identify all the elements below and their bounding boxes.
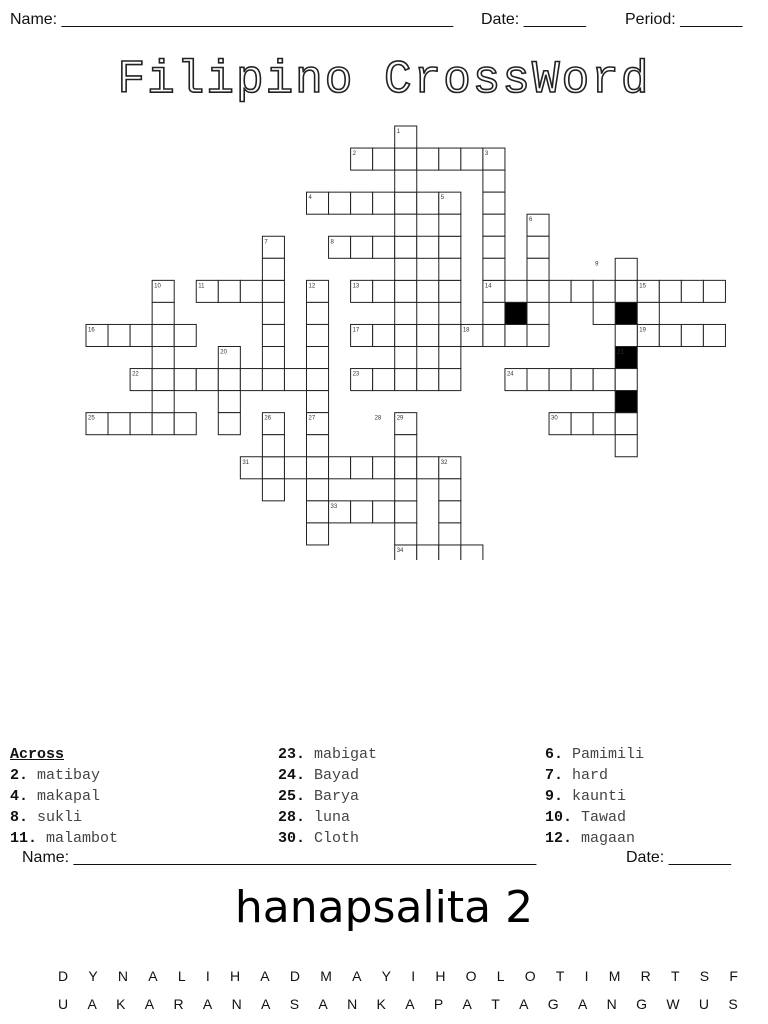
wordsearch-letter[interactable]: U [698,996,709,1012]
crossword-cell[interactable] [593,369,615,391]
crossword-cell[interactable] [549,280,571,302]
crossword-cell[interactable] [196,369,218,391]
wordsearch-letter[interactable]: T [491,996,500,1012]
crossword-cell[interactable] [439,501,461,523]
crossword-cell[interactable] [483,302,505,324]
clue-number: 31 [242,459,250,466]
name-line: ____________________________________________ [61,11,454,28]
clue-number: 3 [484,151,489,158]
crossword-cell[interactable] [152,347,174,369]
crossword-cell[interactable] [152,413,174,435]
crossword-cell[interactable] [373,148,395,170]
crossword-cell[interactable] [307,324,329,346]
wordsearch-letter[interactable]: F [729,968,738,984]
wordsearch-letter[interactable]: R [173,996,184,1012]
crossword-cell[interactable] [439,523,461,545]
clue-number: 27 [308,415,316,422]
crossword-cell[interactable] [417,192,439,214]
crossword-cell[interactable] [527,324,549,346]
wordsearch-letter[interactable]: N [606,996,617,1012]
clue-column-3 [545,744,644,849]
crossword-cell[interactable] [615,324,637,346]
crossword-cell[interactable] [262,324,284,346]
crossword-cell[interactable] [483,324,505,346]
crossword-cell[interactable] [307,369,329,391]
clue-number: 20 [220,349,227,356]
crossword-cell[interactable] [351,236,373,258]
wordsearch-letter[interactable]: A [577,996,588,1012]
crossword-cell[interactable] [417,324,439,346]
crossword-cell[interactable] [593,302,615,324]
crossword-cell[interactable] [174,369,196,391]
crossword-cell[interactable] [659,324,681,346]
crossword-cell[interactable] [329,192,351,214]
crossword-block-cell [505,302,527,324]
crossword-cell[interactable] [284,369,306,391]
clue-number: 8 [330,239,334,246]
crossword-cell[interactable] [395,148,417,170]
clue-item: 9. kaunti [545,788,627,805]
crossword-cell[interactable] [174,413,196,435]
wordsearch-letter[interactable]: A [261,996,271,1012]
crossword-cell[interactable] [439,258,461,280]
clue-item: 12. magaan [545,830,636,847]
crossword-cell[interactable] [373,369,395,391]
crossword-cell[interactable] [527,236,549,258]
clue-number: 15 [639,283,646,290]
crossword-cell[interactable] [395,457,417,479]
crossword-cell[interactable] [395,302,417,324]
crossword-cell[interactable] [395,280,417,302]
crossword-cell[interactable] [395,170,417,192]
wordsearch-letter[interactable]: I [411,968,416,984]
wordsearch-letter[interactable]: A [519,996,529,1012]
crossword-cell[interactable] [395,214,417,236]
crossword-cell[interactable] [461,148,483,170]
crossword-cell[interactable] [439,148,461,170]
crossword-cell[interactable] [527,258,549,280]
wordsearch-letter[interactable]: I [205,968,210,984]
crossword-cell[interactable] [395,258,417,280]
clue-column-2 [278,744,377,849]
crossword-cell[interactable] [307,523,329,545]
crossword-cell[interactable] [593,280,615,302]
footer-date-line: _______ [668,849,731,866]
date-label: Date: [481,11,520,28]
wordsearch-row-1 [58,968,738,984]
clue-number: 29 [396,415,404,422]
crossword-cell[interactable] [417,280,439,302]
crossword-cell[interactable] [483,170,505,192]
crossword-cell[interactable] [439,236,461,258]
clue-item: 6. Pamimili [545,746,645,763]
crossword-cell[interactable] [571,369,593,391]
crossword-cell[interactable] [571,280,593,302]
wordsearch-letter[interactable]: N [117,968,129,984]
wordsearch-letter[interactable]: A [148,968,158,984]
crossword-cell[interactable] [262,302,284,324]
crossword-cell[interactable] [417,545,439,560]
crossword-cell[interactable] [681,280,703,302]
clue-number: 24 [506,371,514,378]
wordsearch-row-2 [58,996,738,1012]
clue-number: 30 [551,415,558,422]
crossword-cell[interactable] [439,347,461,369]
clue-item: 4. makapal [10,788,101,805]
crossword-cell[interactable] [262,347,284,369]
clue-item: 25. Barya [278,788,360,805]
wordsearch-letter[interactable]: O [524,968,536,984]
crossword-cell[interactable] [218,280,240,302]
across-heading: Across [10,746,65,763]
crossword-cell[interactable] [307,347,329,369]
crossword-cell[interactable] [329,457,351,479]
crossword-cell[interactable] [307,501,329,523]
crossword-cell[interactable] [262,435,284,457]
clue-item: 28. luna [278,809,351,826]
crossword-cell[interactable] [395,347,417,369]
wordsearch-title: hanapsalita 2 [234,882,534,933]
crossword-cell[interactable] [395,435,417,457]
crossword-cell[interactable] [262,479,284,501]
wordsearch-letter[interactable]: A [352,968,362,984]
crossword-block-cell [615,302,637,324]
crossword-cell[interactable] [395,523,417,545]
crossword-cell[interactable] [152,324,174,346]
crossword-cell[interactable] [505,280,527,302]
wordsearch-letter[interactable]: H [435,968,446,984]
crossword-cell[interactable] [373,324,395,346]
wordsearch-letter[interactable]: H [229,968,241,984]
wordsearch-letter[interactable]: A [202,996,213,1012]
crossword-cell[interactable] [615,258,637,280]
clue-number: 5 [440,195,445,202]
clue-number: 33 [330,503,338,510]
crossword-cell[interactable] [703,324,725,346]
date-line: _______ [523,11,586,28]
crossword-cell[interactable] [439,302,461,324]
crossword-cell[interactable] [615,435,637,457]
wordsearch-letter[interactable]: T [555,968,565,984]
crossword-cell[interactable] [615,280,637,302]
wordsearch-letter[interactable]: A [318,996,328,1012]
wordsearch-letter[interactable]: L [177,968,186,984]
clue-column-1 [10,744,118,849]
crossword-cell[interactable] [703,280,725,302]
crossword-cell[interactable] [351,501,373,523]
clue-number: 7 [264,239,268,246]
crossword-cell[interactable] [307,435,329,457]
crossword-cell[interactable] [395,479,417,501]
crossword-cell[interactable] [527,302,549,324]
clue-item: 2. matibay [10,767,101,784]
crossword-cell[interactable] [439,369,461,391]
clue-number: 21 [617,349,624,356]
clue-item: 8. sukli [10,809,83,826]
crossword-cell[interactable] [483,192,505,214]
crossword-cell[interactable] [130,413,152,435]
crossword-cell[interactable] [439,479,461,501]
clue-number: 32 [440,459,448,466]
crossword-cell[interactable] [483,258,505,280]
crossword-cell[interactable] [152,369,174,391]
crossword-cell[interactable] [615,413,637,435]
wordsearch-letter[interactable]: R [640,968,651,984]
crossword-cell[interactable] [439,214,461,236]
wordsearch-letter[interactable]: K [116,996,126,1012]
clue-number: 17 [352,327,360,334]
crossword-cell[interactable] [373,192,395,214]
clue-number: 4 [308,195,312,202]
wordsearch-letter[interactable]: A [87,996,97,1012]
wordsearch-letter[interactable]: Y [88,968,98,984]
crossword-cell[interactable] [395,369,417,391]
crossword-cell[interactable] [483,236,505,258]
period-label: Period: [625,11,676,28]
clue-number: 11 [198,283,205,290]
clue-number: 1 [396,129,401,135]
clue-item: 11. malambot [10,830,119,847]
clue-item: 10. Tawad [545,809,627,826]
crossword-cell[interactable] [307,479,329,501]
crossword-cell[interactable] [240,369,262,391]
period-line: _______ [680,11,743,28]
wordsearch-letter[interactable]: A [144,996,155,1012]
footer-name-field[interactable] [22,849,536,867]
crossword-cell[interactable] [262,369,284,391]
footer-name-label: Name: [22,849,70,866]
crossword-cell[interactable] [130,324,152,346]
wordsearch-letter[interactable]: M [320,968,332,984]
clue-number: 26 [264,415,272,422]
page-title: Filipino CrossWord [117,54,651,106]
crossword-cell[interactable] [417,457,439,479]
crossword-cell[interactable] [351,457,373,479]
wordsearch-letter[interactable]: K [376,996,386,1012]
crossword-cell[interactable] [373,457,395,479]
footer-name-line: ____________________________________________________ [73,849,537,866]
clue-number: 23 [352,371,360,378]
wordsearch-letter[interactable]: G [547,996,559,1012]
crossword-cell[interactable] [593,413,615,435]
wordsearch-letter[interactable]: L [496,968,505,984]
crossword-cell[interactable] [505,324,527,346]
crossword-cell[interactable] [307,391,329,413]
wordsearch-letter[interactable]: P [433,996,444,1012]
crossword-cell[interactable] [395,236,417,258]
crossword-cell[interactable] [373,236,395,258]
clue-number: 14 [484,283,492,290]
wordsearch-letter[interactable]: T [671,968,680,984]
wordsearch-letter[interactable]: N [231,996,242,1012]
crossword-cell[interactable] [373,280,395,302]
crossword-cell[interactable] [417,148,439,170]
crossword-block-cell [615,391,637,413]
crossword-cell[interactable] [307,302,329,324]
crossword-cell[interactable] [681,324,703,346]
clue-item: 23. mabigat [278,746,378,763]
crossword-cell[interactable] [439,545,461,560]
crossword-cell[interactable] [218,391,240,413]
crossword-cell[interactable] [549,369,571,391]
wordsearch-letter[interactable]: D [58,968,69,984]
clue-item: 24. Bayad [278,767,360,784]
clue-item: 7. hard [545,767,609,784]
clue-number: 2 [352,151,356,158]
clue-number: 25 [88,415,95,422]
wordsearch-letter[interactable]: S [289,996,300,1012]
crossword-cell[interactable] [284,457,306,479]
crossword-cell[interactable] [307,457,329,479]
wordsearch-letter[interactable]: O [465,968,477,984]
crossword-cell[interactable] [108,324,130,346]
crossword-cell[interactable] [571,413,593,435]
crossword-cell[interactable] [637,302,659,324]
wordsearch-letter[interactable]: G [636,996,647,1012]
crossword-cell[interactable] [527,280,549,302]
crossword-cell[interactable] [395,192,417,214]
crossword-cell[interactable] [218,413,240,435]
clue-number: 28 [374,415,382,422]
crossword-cell[interactable] [417,369,439,391]
footer-date-label: Date: [626,849,665,866]
crossword-cell[interactable] [395,324,417,346]
crossword-cell[interactable] [417,236,439,258]
clue-number: 12 [308,283,316,290]
crossword-cell[interactable] [240,280,262,302]
clue-number: 19 [639,327,646,334]
crossword-cell[interactable] [373,501,395,523]
footer-date-field[interactable] [626,849,731,867]
crossword-cell[interactable] [262,280,284,302]
crossword-cell[interactable] [152,302,174,324]
crossword-cell[interactable] [461,545,483,560]
wordsearch-letter[interactable]: W [666,996,680,1012]
clue-item: 30. Cloth [278,830,360,847]
wordsearch-letter[interactable]: I [584,968,589,984]
name-label: Name: [10,11,58,28]
crossword-cell[interactable] [439,280,461,302]
clue-number: 9 [595,261,599,268]
wordsearch-letter[interactable]: M [608,968,621,984]
crossword-cell[interactable] [483,214,505,236]
wordsearch-letter[interactable]: N [347,996,358,1012]
clue-number: 6 [529,217,533,224]
wordsearch-letter[interactable]: A [405,996,415,1012]
crossword-cell[interactable] [351,192,373,214]
crossword-cell[interactable] [615,369,637,391]
clue-number: 10 [154,283,161,290]
clue-number: 22 [132,371,139,378]
wordsearch-letter[interactable]: U [58,996,69,1012]
wordsearch-letter[interactable]: Y [381,968,391,984]
crossword-cell[interactable] [262,457,284,479]
crossword-cell[interactable] [659,280,681,302]
wordsearch-letter[interactable]: S [728,996,738,1012]
crossword-cell[interactable] [218,369,240,391]
wordsearch-letter[interactable]: A [260,968,270,984]
crossword-cell[interactable] [439,324,461,346]
clue-number: 18 [462,327,470,334]
crossword-cell[interactable] [174,324,196,346]
wordsearch-letter[interactable]: S [699,968,710,984]
crossword-cell[interactable] [152,391,174,413]
crossword-cell[interactable] [527,369,549,391]
crossword-cell[interactable] [108,413,130,435]
wordsearch-letter[interactable]: A [462,996,472,1012]
clue-number: 34 [396,547,404,554]
wordsearch-letter[interactable]: D [289,968,300,984]
clue-number: 16 [88,327,95,334]
crossword-cell[interactable] [262,258,284,280]
crossword-cell[interactable] [395,501,417,523]
clue-number: 13 [352,283,360,290]
